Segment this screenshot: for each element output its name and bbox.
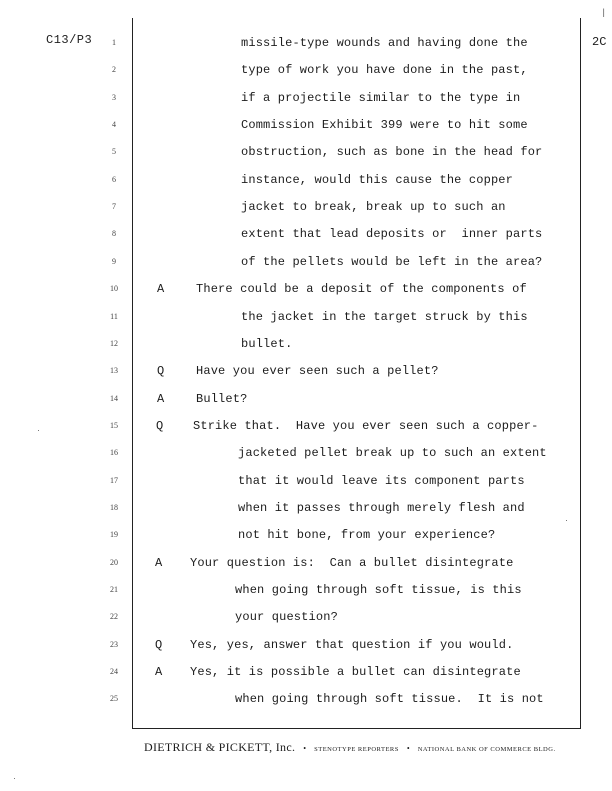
transcript-line-text: Yes, yes, answer that question if you would. [190, 638, 514, 652]
speaker-label: A [157, 282, 165, 296]
transcript-line-text: that it would leave its component parts [238, 474, 525, 488]
transcript-line-text: when going through soft tissue. It is not [235, 692, 544, 706]
transcript-line-text: Your question is: Can a bullet disintegrate [190, 556, 514, 570]
transcript-line-text: not hit bone, from your experience? [238, 528, 496, 542]
transcript-line-text: extent that lead deposits or inner parts [241, 227, 543, 241]
transcript-line-text: if a projectile similar to the type in [241, 91, 521, 105]
page-identifier: C13/P3 [46, 33, 93, 47]
line-number: 24 [110, 667, 118, 676]
line-number: 15 [110, 421, 118, 430]
transcript-line-text: bullet. [241, 337, 293, 351]
line-number: 3 [112, 93, 116, 102]
footer-separator-2: • [406, 744, 410, 753]
transcript-line-text: Yes, it is possible a bullet can disintegrate [190, 665, 521, 679]
firm-name: DIETRICH & PICKETT, Inc. [144, 740, 296, 754]
line-number: 23 [110, 640, 118, 649]
firm-address: NATIONAL BANK OF COMMERCE BLDG. [417, 746, 556, 753]
transcript-line-text: Have you ever seen such a pellet? [196, 364, 439, 378]
transcript-line-text: when going through soft tissue, is this [235, 583, 522, 597]
line-number: 19 [110, 530, 118, 539]
line-number: 6 [112, 175, 116, 184]
speaker-label: Q [156, 419, 164, 433]
line-number: 12 [110, 339, 118, 348]
line-number: 14 [110, 394, 118, 403]
line-number: 21 [110, 585, 118, 594]
line-number: 13 [110, 366, 118, 375]
scan-speck [14, 778, 15, 779]
line-number: 9 [112, 257, 116, 266]
line-number: 16 [110, 448, 118, 457]
transcript-line-text: jacket to break, break up to such an [241, 200, 506, 214]
scan-speck [566, 520, 567, 521]
transcript-line-text: obstruction, such as bone in the head for [241, 145, 543, 159]
firm-service: STENOTYPE REPORTERS [314, 746, 399, 753]
transcript-line-text: your question? [235, 610, 338, 624]
transcript-line-text: Commission Exhibit 399 were to hit some [241, 118, 528, 132]
line-number: 11 [110, 312, 118, 321]
speaker-label: Q [155, 638, 163, 652]
transcript-line-text: type of work you have done in the past, [241, 63, 528, 77]
line-number: 17 [110, 476, 118, 485]
speaker-label: Q [157, 364, 165, 378]
transcript-line-text: There could be a deposit of the components of [196, 282, 527, 296]
line-number: 25 [110, 694, 118, 703]
line-number: 20 [110, 558, 118, 567]
line-number: 18 [110, 503, 118, 512]
right-margin-rule [580, 18, 581, 728]
speaker-label: A [157, 392, 165, 406]
speaker-label: A [155, 665, 163, 679]
line-number: 2 [112, 65, 116, 74]
line-number: 8 [112, 229, 116, 238]
line-number: 22 [110, 612, 118, 621]
transcript-line-text: of the pellets would be left in the area? [241, 255, 543, 269]
scan-speck [38, 430, 39, 431]
transcript-line-text: jacketed pellet break up to such an extent [238, 446, 547, 460]
transcript-line-text: when it passes through merely flesh and [238, 501, 525, 515]
transcript-line-text: Bullet? [196, 392, 248, 406]
transcript-line-text: missile-type wounds and having done the [241, 36, 528, 50]
line-number: 10 [110, 284, 118, 293]
corner-mark: | [601, 8, 607, 18]
reporter-footer [144, 738, 556, 756]
speaker-label: A [155, 556, 163, 570]
left-margin-rule [132, 18, 133, 728]
transcript-line-text: Strike that. Have you ever seen such a copper- [193, 419, 539, 433]
line-number: 4 [112, 120, 116, 129]
bottom-margin-rule [132, 728, 581, 729]
transcript-line-text: the jacket in the target struck by this [241, 310, 528, 324]
page-number: 2C [592, 35, 607, 49]
footer-separator-1: • [303, 744, 307, 753]
line-number: 7 [112, 202, 116, 211]
line-number: 5 [112, 147, 116, 156]
transcript-line-text: instance, would this cause the copper [241, 173, 513, 187]
line-number: 1 [112, 38, 116, 47]
